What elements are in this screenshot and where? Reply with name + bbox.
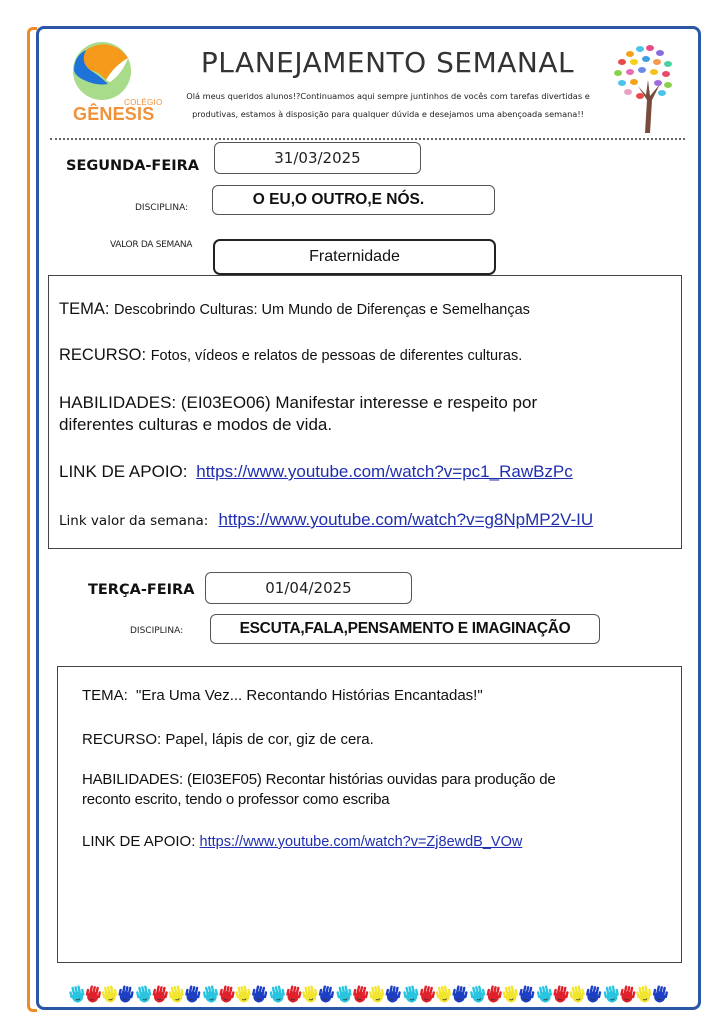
monday-discipline-label: DISCIPLINA: <box>135 203 189 213</box>
monday-habilidades-line1: (EI03EO06) Manifestar interesse e respeito por <box>180 393 538 412</box>
monday-tema: Descobrindo Culturas: Um Mundo de Diferenças e Semelhanças <box>114 302 530 318</box>
monday-habilidades-line2: diferentes culturas e modos de vida. <box>59 415 333 434</box>
logo-swirl-icon <box>70 40 160 102</box>
colorful-tree-icon <box>608 40 678 135</box>
tuesday-discipline: ESCUTA,FALA,PENSAMENTO E IMAGINAÇÃO <box>239 620 571 637</box>
hand-icon <box>317 985 335 1004</box>
monday-value-link[interactable]: https://www.youtube.com/watch?v=g8NpMP2V-IU <box>218 510 594 529</box>
monday-recurso-row <box>59 346 522 365</box>
tuesday-content-panel <box>57 666 682 963</box>
hand-icon <box>234 985 252 1004</box>
hand-icon <box>68 985 86 1004</box>
tuesday-date: 01/04/2025 <box>265 579 352 597</box>
tuesday-link-row <box>82 833 522 850</box>
hand-icon <box>301 985 319 1004</box>
hand-icon <box>469 985 487 1004</box>
monday-content-panel <box>48 275 682 549</box>
hand-icon <box>568 985 586 1004</box>
hand-icon <box>269 985 287 1004</box>
hand-icon <box>619 985 637 1004</box>
hand-icon <box>335 985 353 1004</box>
hand-icon <box>202 985 220 1004</box>
monday-tema-label: TEMA: <box>59 300 110 318</box>
monday-discipline: O EU,O OUTRO,E NÓS. <box>252 191 425 208</box>
hand-icon <box>518 985 536 1004</box>
hand-icon <box>651 985 668 1004</box>
tuesday-date-field <box>205 572 412 604</box>
monday-recurso-label: RECURSO: <box>59 346 147 364</box>
tuesday-link-label: LINK DE APOIO: <box>82 833 196 850</box>
monday-value-link-row <box>59 510 593 530</box>
monday-tema-row <box>59 300 530 319</box>
hand-icon <box>603 985 621 1004</box>
tuesday-recurso-label: RECURSO: <box>82 731 162 748</box>
hand-icon <box>435 985 453 1004</box>
colorful-hands-border-icon <box>68 981 668 1005</box>
hand-icon <box>251 985 269 1004</box>
tuesday-tema: "Era Uma Vez... Recontando Histórias Encantadas!" <box>136 687 483 704</box>
page-title: PLANEJAMENTO SEMANAL <box>200 46 575 79</box>
logo-genesis-text: GÊNESIS <box>73 104 155 124</box>
tuesday-recurso: Papel, lápis de cor, giz de cera. <box>165 731 374 748</box>
hand-icon <box>101 985 119 1004</box>
hand-icon <box>218 985 236 1004</box>
hand-icon <box>352 985 370 1004</box>
tuesday-day-label: TERÇA-FEIRA <box>88 582 195 598</box>
monday-link-row <box>59 462 573 482</box>
tuesday-habilidades-label: HABILIDADES: <box>82 771 183 788</box>
monday-habilidades-label: HABILIDADES: <box>59 393 177 412</box>
hand-icon <box>184 985 202 1004</box>
hand-icon <box>84 985 102 1004</box>
intro-text: Olá meus queridos alunos!?Continuamos aqui sempre juntinhos de vocês com tarefas divertidas e produtivas, estamos à disposição para qualquer dúvida e desejamos uma abençoada semana!! <box>186 91 590 119</box>
hand-icon <box>402 985 420 1004</box>
hand-icon <box>418 985 436 1004</box>
tuesday-habilidades-row <box>82 770 556 810</box>
hand-icon <box>285 985 303 1004</box>
tuesday-recurso-row <box>82 731 374 748</box>
hand-icon <box>151 985 169 1004</box>
hand-icon <box>536 985 554 1004</box>
tuesday-discipline-label: DISCIPLINA: <box>130 626 184 636</box>
hand-icon <box>117 985 135 1004</box>
monday-date-field <box>214 142 421 174</box>
monday-value-label: VALOR DA SEMANA <box>110 240 193 250</box>
hand-icon <box>585 985 603 1004</box>
logo-colegio-text: COLÉGIO <box>124 98 163 107</box>
hand-icon <box>368 985 386 1004</box>
hand-icon <box>168 985 186 1004</box>
monday-recurso: Fotos, vídeos e relatos de pessoas de diferentes culturas. <box>150 348 523 364</box>
monday-date: 31/03/2025 <box>274 149 361 167</box>
monday-discipline-field <box>212 185 495 215</box>
monday-support-link[interactable]: https://www.youtube.com/watch?v=pc1_RawBzPc <box>196 462 573 481</box>
tuesday-discipline-field <box>210 614 600 644</box>
hand-icon <box>552 985 570 1004</box>
header-separator <box>50 138 685 140</box>
monday-value-link-label: Link valor da semana: <box>59 513 209 529</box>
hand-icon <box>451 985 469 1004</box>
monday-habilidades-row <box>59 392 537 436</box>
monday-link-label: LINK DE APOIO: <box>59 462 188 481</box>
tuesday-habilidades-line1: (EI03EF05) Recontar histórias ouvidas para produção de <box>186 771 556 788</box>
tuesday-tema-row <box>82 687 483 704</box>
school-logo <box>70 40 163 125</box>
hand-icon <box>135 985 153 1004</box>
monday-value: Fraternidade <box>309 248 400 265</box>
tuesday-habilidades-line2: reconto escrito, tendo o professor como escriba <box>82 791 390 808</box>
hand-icon <box>384 985 402 1004</box>
monday-value-field <box>213 239 496 275</box>
tuesday-tema-label: TEMA: <box>82 687 128 704</box>
tuesday-support-link[interactable]: https://www.youtube.com/watch?v=Zj8ewdB_VOw <box>199 834 523 850</box>
hand-icon <box>485 985 503 1004</box>
hand-icon <box>502 985 520 1004</box>
monday-day-label: SEGUNDA-FEIRA <box>66 158 200 174</box>
hand-icon <box>635 985 653 1004</box>
